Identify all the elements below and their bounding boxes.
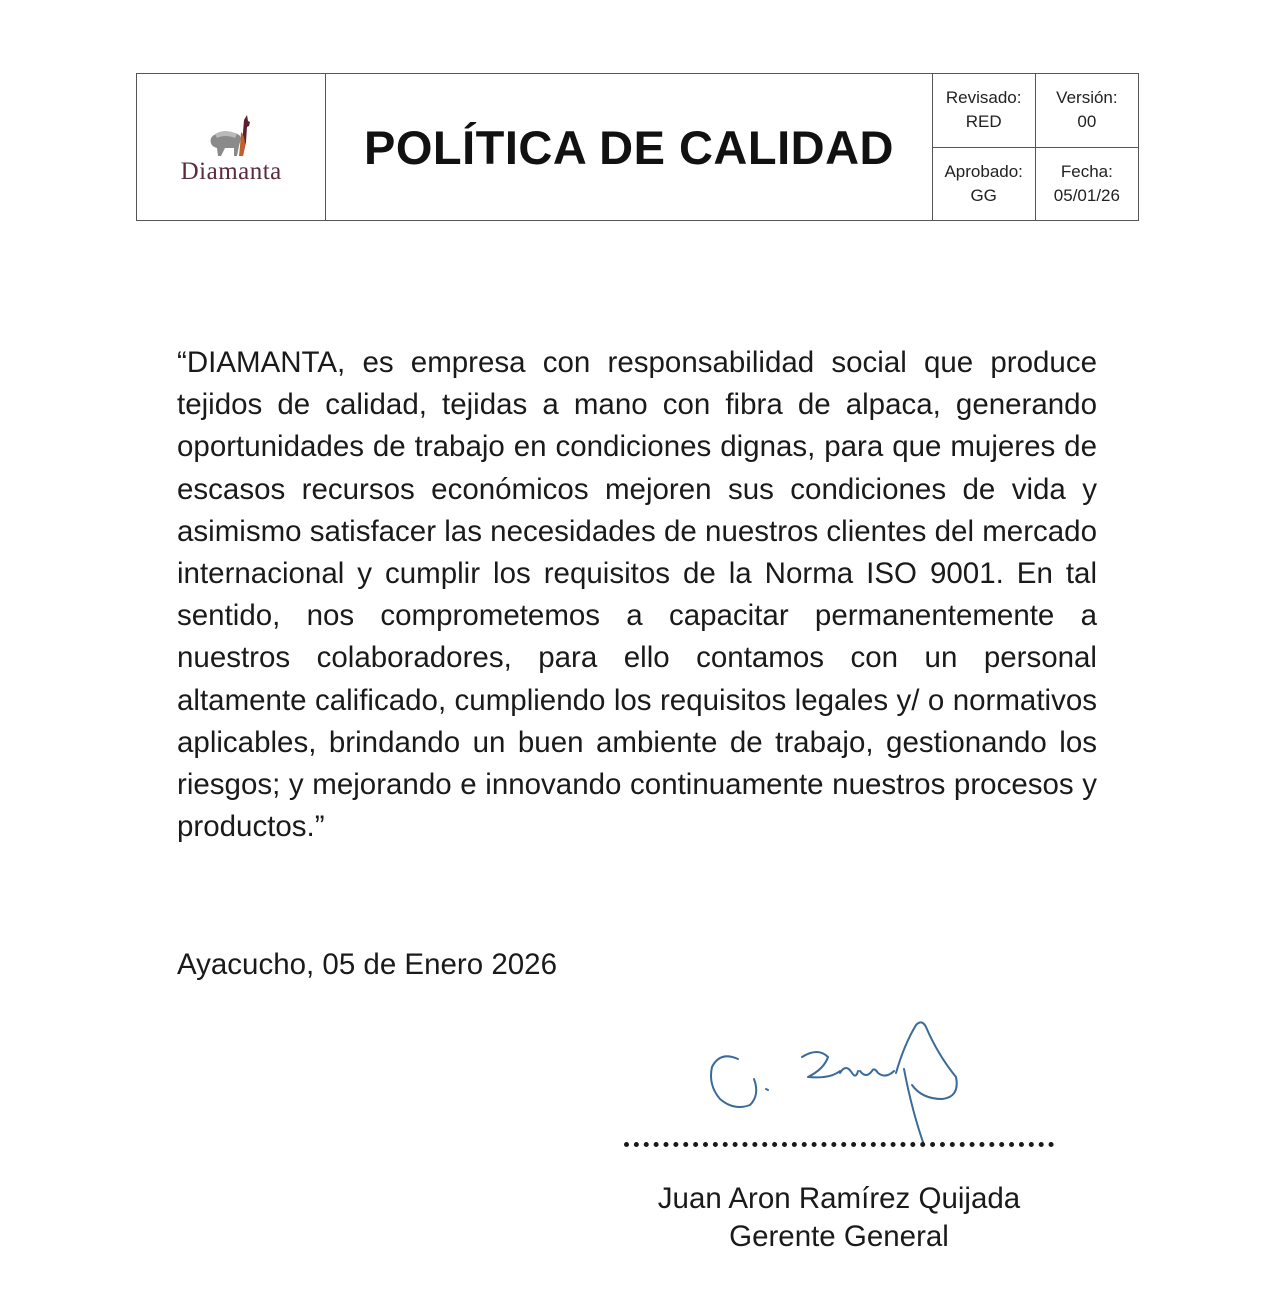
revisado-cell (932, 74, 1035, 148)
aprobado-value: GG (970, 185, 997, 205)
fecha-value: 05/01/26 (1053, 185, 1120, 205)
signature-line (624, 1142, 1054, 1147)
aprobado-cell (932, 147, 1035, 221)
fecha-label: Fecha: (1060, 161, 1113, 181)
company-logo (137, 74, 325, 220)
fecha-cell (1035, 147, 1138, 221)
policy-statement: “DIAMANTA, es empresa con responsabilidad social que produce tejidos de calidad, tejidas a mano con fibra de alpaca, generando oportunidades de trabajo en condiciones dignas, para que mujeres de escasos recursos económicos mejoren sus condiciones de vida y asimismo satisfacer las necesidades de nuestros clientes del mercado internacional y cumplir los requisitos de la Norma ISO 9001. En tal sentido, nos comprometemos a capacitar permanentemente a nuestros colaboradores, para ello contamos con un personal altamente calificado, cumpliendo los requisitos legales y/ o normativos aplicables, brindando un buen ambiente de trabajo, gestionando los riesgos; y mejorando e innovando continuamente nuestros procesos y productos.” (177, 346, 1097, 844)
revisado-label: Revisado: (945, 88, 1022, 108)
alpaca-logo-icon (201, 112, 261, 162)
document-header (136, 73, 1139, 221)
logo-cell (137, 74, 326, 221)
signer-role: Gerente General (729, 1220, 949, 1253)
version-label: Versión: (1056, 88, 1118, 108)
signer-name: Juan Aron Ramírez Quijada (657, 1182, 1021, 1215)
title-cell (326, 74, 932, 221)
version-cell (1035, 74, 1138, 148)
place-date: Ayacucho, 05 de Enero 2026 (177, 948, 557, 981)
signer-block (600, 1180, 1078, 1256)
page-title: POLÍTICA DE CALIDAD (363, 120, 894, 174)
revisado-value: RED (965, 112, 1002, 132)
aprobado-label: Aprobado: (944, 161, 1023, 181)
handwritten-signature (690, 1015, 980, 1155)
version-value: 00 (1077, 112, 1097, 132)
logo-wordmark: Diamanta (180, 158, 282, 185)
